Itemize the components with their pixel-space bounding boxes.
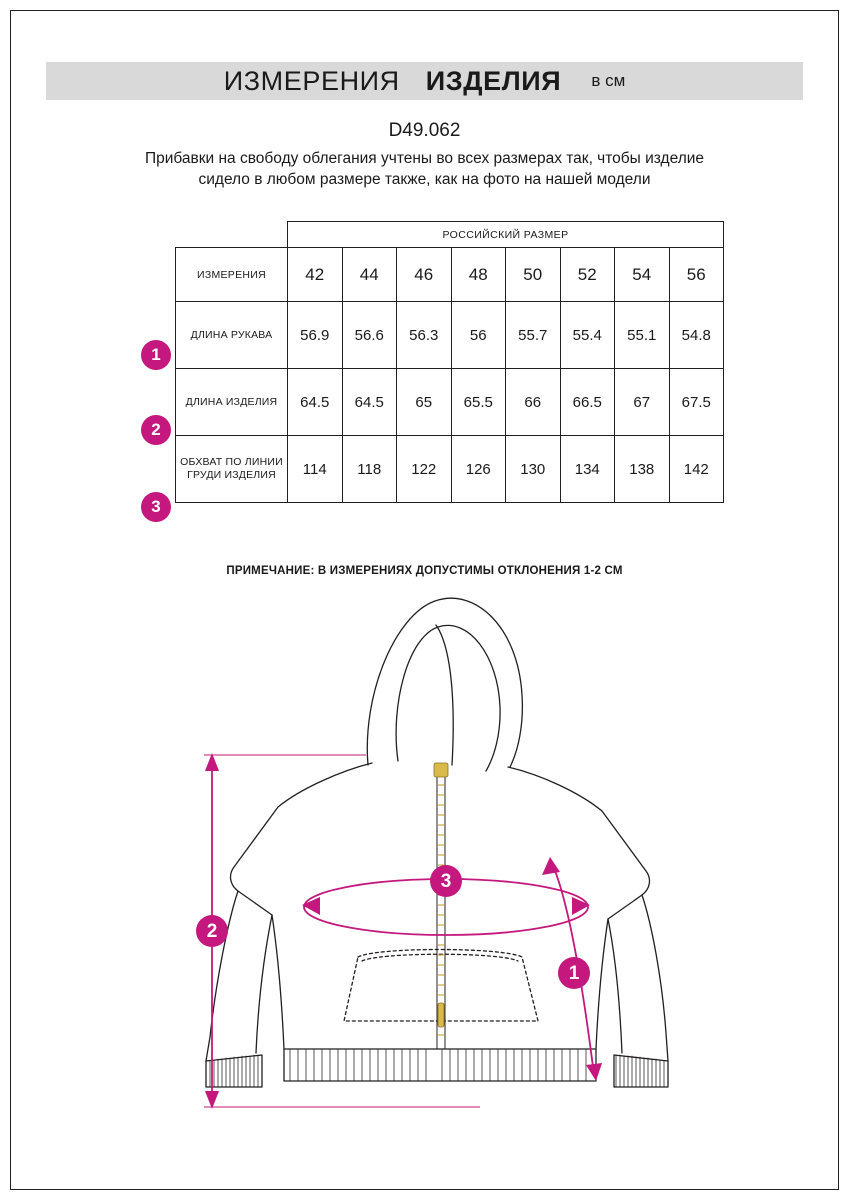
- cell-chest-48: 126: [451, 436, 506, 503]
- bullet-marker-3: 3: [141, 492, 171, 522]
- cell-length-56: 67.5: [669, 369, 724, 436]
- cell-chest-52: 134: [560, 436, 615, 503]
- product-code: D49.062: [388, 120, 461, 141]
- cell-sleeve-42: 56.9: [288, 302, 343, 369]
- cell-length-54: 67: [615, 369, 670, 436]
- cell-length-50: 66: [506, 369, 561, 436]
- garment-illustration: [150, 575, 710, 1135]
- table-row-sizes: [176, 248, 724, 302]
- header-title-part2: ИЗДЕЛИЯ: [425, 65, 562, 96]
- table-row: [176, 369, 724, 436]
- cell-length-52: 66.5: [560, 369, 615, 436]
- header-units: в см: [591, 71, 626, 90]
- header-title-part1: ИЗМЕРЕНИЯ: [223, 65, 400, 96]
- cell-sleeve-46: 56.3: [397, 302, 452, 369]
- cell-length-46: 65: [397, 369, 452, 436]
- cell-sleeve-48: 56: [451, 302, 506, 369]
- note-text: ПРИМЕЧАНИЕ: В ИЗМЕРЕНИЯХ ДОПУСТИМЫ ОТКЛОНЕНИЯ 1-2 СМ: [226, 565, 623, 577]
- row-label-product-length: ДЛИНА ИЗДЕЛИЯ: [176, 369, 288, 436]
- figure-marker-1-label: 1: [568, 963, 580, 984]
- cell-chest-44: 118: [342, 436, 397, 503]
- table-row: [176, 302, 724, 369]
- cell-length-44: 64.5: [342, 369, 397, 436]
- size-header-56: 56: [669, 248, 724, 302]
- size-header-46: 46: [397, 248, 452, 302]
- size-header-52: 52: [560, 248, 615, 302]
- header-title: [46, 62, 803, 100]
- cell-chest-42: 114: [288, 436, 343, 503]
- table-row: [176, 436, 724, 503]
- size-header-54: 54: [615, 248, 670, 302]
- row-label-chest: ОБХВАТ ПО ЛИНИИ ГРУДИ ИЗДЕЛИЯ: [176, 436, 288, 503]
- cell-sleeve-56: 54.8: [669, 302, 724, 369]
- cell-sleeve-44: 56.6: [342, 302, 397, 369]
- bullet-marker-2: 2: [141, 415, 171, 445]
- cell-chest-46: 122: [397, 436, 452, 503]
- figure-marker-2-label: 2: [206, 921, 218, 942]
- bullet-marker-1: 1: [141, 340, 171, 370]
- measure-column-header: ИЗМЕРЕНИЯ: [176, 248, 288, 302]
- cell-sleeve-54: 55.1: [615, 302, 670, 369]
- cell-length-42: 64.5: [288, 369, 343, 436]
- cell-chest-50: 130: [506, 436, 561, 503]
- empty-corner-cell: [176, 222, 288, 248]
- table-row-group-header: [176, 222, 724, 248]
- size-header-44: 44: [342, 248, 397, 302]
- size-table-wrapper: [175, 221, 723, 503]
- intro-text: Прибавки на свободу облегания учтены во всех размерах так, чтобы изделие сидело в любом размере также, как на фото на нашей модели: [144, 150, 705, 188]
- cell-chest-54: 138: [615, 436, 670, 503]
- cell-sleeve-52: 55.4: [560, 302, 615, 369]
- cell-length-48: 65.5: [451, 369, 506, 436]
- size-group-header: РОССИЙСКИЙ РАЗМЕР: [288, 222, 724, 248]
- size-header-50: 50: [506, 248, 561, 302]
- size-header-48: 48: [451, 248, 506, 302]
- row-label-sleeve-length: ДЛИНА РУКАВА: [176, 302, 288, 369]
- size-header-42: 42: [288, 248, 343, 302]
- cell-chest-56: 142: [669, 436, 724, 503]
- cell-sleeve-50: 55.7: [506, 302, 561, 369]
- figure-marker-3-label: 3: [440, 871, 452, 892]
- size-table: [175, 221, 724, 503]
